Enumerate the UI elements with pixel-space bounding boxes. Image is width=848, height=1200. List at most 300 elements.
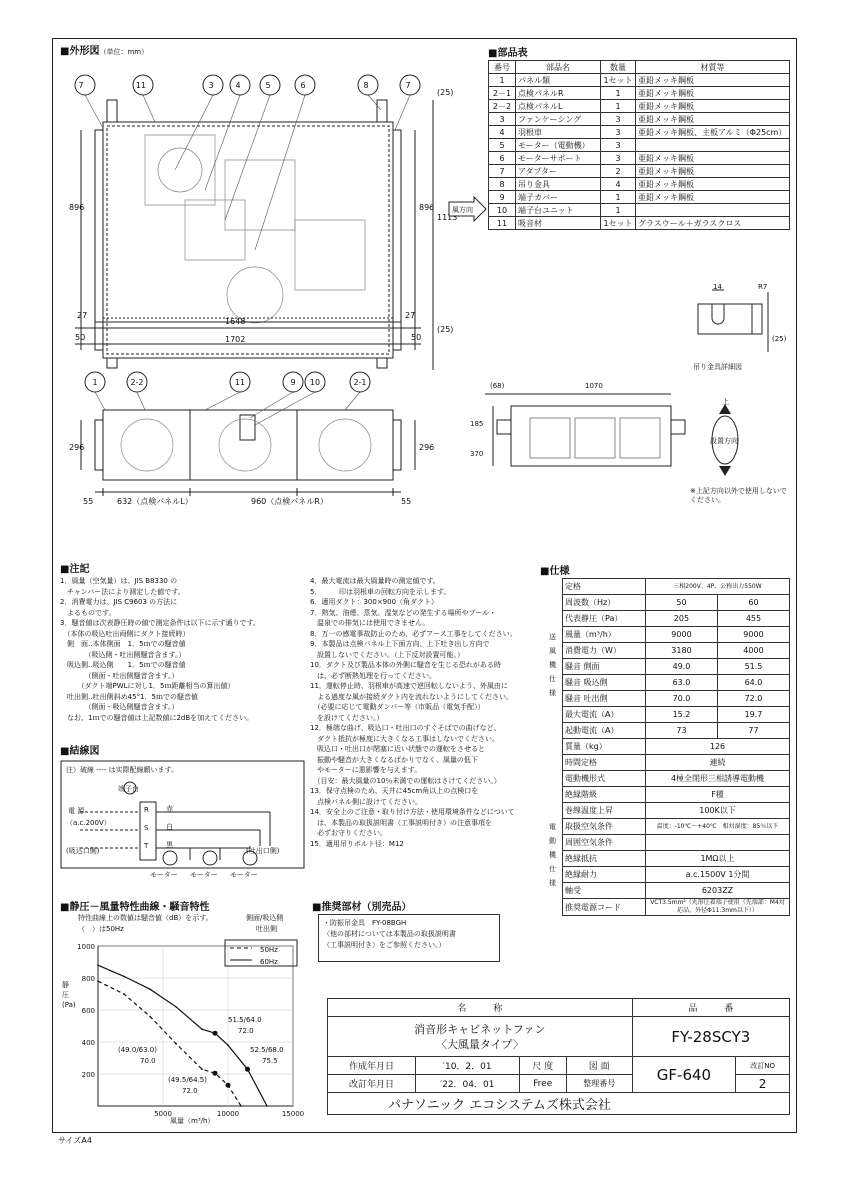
spec-label: 絶縁抵抗 bbox=[563, 851, 646, 867]
spec-value: 1MΩ以上 bbox=[646, 851, 790, 867]
callout-6: 6 bbox=[300, 81, 306, 90]
side-dim-370: 370 bbox=[470, 450, 484, 458]
note-line: 7．熱気、油煙、蒸気、湿気などの発生する場所やプール・ bbox=[310, 608, 497, 617]
part-name: ファンケーシング bbox=[516, 113, 601, 126]
outline-drawing bbox=[55, 60, 485, 520]
note-line: 設置しないでください。（上下反対設置可能。） bbox=[310, 650, 464, 659]
spec-row bbox=[546, 771, 790, 787]
spec-row bbox=[546, 659, 790, 675]
title-part-label: 品 番 bbox=[632, 999, 789, 1017]
point-label-5: 52.5/68.0 bbox=[250, 1046, 284, 1054]
part-no: 1 bbox=[489, 74, 516, 87]
note-line: 吸込口・吐出口が閉塞に近い状態での運転をさせると bbox=[310, 745, 485, 753]
dim-55-right: 55 bbox=[401, 497, 412, 506]
data-point bbox=[266, 1105, 268, 1107]
part-name: パネル類 bbox=[516, 74, 601, 87]
part-qty: 1 bbox=[601, 191, 636, 204]
callout-7b: 7 bbox=[405, 81, 411, 90]
dim-27-left: 27 bbox=[77, 311, 88, 320]
spec-value: 64.0 bbox=[717, 675, 789, 691]
spec-row bbox=[546, 739, 790, 755]
part-name: 吊り金具 bbox=[516, 178, 601, 191]
part-material: 亜鉛メッキ鋼板 bbox=[636, 113, 790, 126]
spec-blower-label: 送風機仕様 bbox=[549, 633, 556, 697]
spec-value: 9000 bbox=[646, 627, 718, 643]
spec-side-cell bbox=[546, 739, 563, 755]
spec-row bbox=[546, 787, 790, 803]
part-no: 5 bbox=[489, 139, 516, 152]
part-name: 点検パネルR bbox=[516, 87, 601, 100]
spec-side-cell bbox=[546, 755, 563, 771]
callout-4: 4 bbox=[235, 81, 241, 90]
recommended-line-1: ・防振吊金具 FY-08BGH bbox=[323, 919, 407, 927]
point-label-6: 75.5 bbox=[262, 1057, 278, 1065]
data-point bbox=[97, 964, 99, 966]
part-no: 3 bbox=[489, 113, 516, 126]
motor-label-1: モーター bbox=[150, 871, 178, 879]
spec-value: 3180 bbox=[646, 643, 718, 659]
spec-label: 周波数（Hz） bbox=[563, 595, 646, 611]
dim-896-right: 896 bbox=[419, 203, 435, 212]
part-name: 端子カバー bbox=[516, 191, 601, 204]
data-point bbox=[201, 1028, 203, 1030]
spec-value: 4000 bbox=[717, 643, 789, 659]
part-material: 亜鉛メッキ鋼板 bbox=[636, 74, 790, 87]
dim-25-top: (25) bbox=[437, 88, 454, 97]
series-line-50Hz bbox=[98, 981, 241, 1106]
spec-row bbox=[546, 819, 790, 835]
wind-direction-label: 風方向 bbox=[452, 206, 473, 214]
note-line: 12．極端な曲げ、吸込口・吐出口のすぐそばでの曲げなど、 bbox=[310, 724, 501, 732]
parts-col-name: 部品名 bbox=[516, 61, 601, 74]
spec-side-cell bbox=[546, 803, 563, 819]
note-line: 温泉での排気には使用できません。 bbox=[310, 619, 430, 627]
title-revised: ′22．04．01 bbox=[415, 1075, 519, 1093]
spec-label: 騒音 吐出側 bbox=[563, 691, 646, 707]
point-label-8: 72.0 bbox=[182, 1087, 198, 1095]
note-line: （側面・吐出側騒音含ます。） bbox=[60, 671, 179, 680]
note-line: 13．保守点検のため、天井に45cm角以上の点検口を bbox=[310, 787, 479, 795]
dim-896-left: 896 bbox=[69, 203, 85, 212]
spec-value: 15.2 bbox=[646, 707, 718, 723]
title-name-1: 消音形キャビネットファン bbox=[414, 1022, 546, 1036]
part-material bbox=[636, 204, 790, 217]
spec-motor-label: 電動機仕様 bbox=[549, 823, 556, 887]
callout-2-2: 2-2 bbox=[130, 378, 144, 387]
spec-value: VCT3.5mm²（丸形圧着端子使用（先端部：M4対応品、外径Φ11.3mm以下）） bbox=[646, 899, 790, 916]
terminal-r: R bbox=[144, 806, 149, 814]
part-name: 端子台ユニット bbox=[516, 204, 601, 217]
callout-10: 10 bbox=[309, 378, 321, 387]
spec-value: 49.0 bbox=[646, 659, 718, 675]
point-label-4: 70.0 bbox=[140, 1057, 156, 1065]
callout-11a: 11 bbox=[135, 81, 147, 90]
parts-col-qty: 数量 bbox=[601, 61, 636, 74]
part-name: アダプター bbox=[516, 165, 601, 178]
callout-3: 3 bbox=[208, 81, 214, 90]
note-line: やモーターに悪影響を与えます。 bbox=[310, 766, 422, 774]
y-tick-label: 600 bbox=[81, 1007, 95, 1015]
note-line: ダクト抵抗が極度に大きくなる工事はしないでください。 bbox=[310, 734, 499, 743]
data-point bbox=[240, 1105, 242, 1107]
part-material: 亜鉛メッキ鋼板、主板アルミ（Φ25cm） bbox=[636, 126, 790, 139]
spec-side-cell bbox=[546, 691, 563, 707]
spec-row bbox=[546, 675, 790, 691]
curve-xlabel: 風量（m³/h） bbox=[170, 1117, 215, 1125]
notes-right bbox=[310, 576, 517, 849]
spec-side-cell bbox=[546, 819, 563, 835]
spec-row bbox=[546, 835, 790, 851]
part-material: 亜鉛メッキ鋼板 bbox=[636, 191, 790, 204]
operating-point bbox=[226, 1083, 231, 1088]
x-tick-label: 5000 bbox=[154, 1110, 172, 1118]
point-label-1: 51.5/64.0 bbox=[228, 1016, 262, 1024]
parts-row bbox=[489, 152, 790, 165]
note-line: 9．本製品は点検パネル上下面方向、上下吐き出し方向で bbox=[310, 640, 490, 648]
spec-value: 72.0 bbox=[717, 691, 789, 707]
part-no: 9 bbox=[489, 191, 516, 204]
dim-27-right: 27 bbox=[405, 311, 416, 320]
note-line: 15．適用吊りボルト径：M12 bbox=[310, 839, 404, 848]
part-name: 羽根車 bbox=[516, 126, 601, 139]
spec-value: 126 bbox=[646, 739, 790, 755]
spec-row bbox=[546, 883, 790, 899]
spec-row bbox=[546, 867, 790, 883]
note-line: 4．最大電流は最大風量時の測定値です。 bbox=[310, 577, 440, 585]
data-point bbox=[175, 1006, 177, 1008]
point-label-2: 72.0 bbox=[238, 1027, 254, 1035]
spec-label: 起動電流（A） bbox=[563, 723, 646, 739]
spec-side-cell bbox=[546, 835, 563, 851]
title-name-2: 〈大風量タイプ〉 bbox=[435, 1037, 524, 1051]
recommended-line-2: （他の部材については本製品の取扱説明書 bbox=[323, 930, 456, 938]
recommended-heading: ■推奨部材（別売品） bbox=[312, 902, 412, 913]
parts-row bbox=[489, 204, 790, 217]
title-drawing-no: GF-640 bbox=[632, 1057, 736, 1093]
title-company: パナソニック エコシステムズ株式会社 bbox=[328, 1093, 790, 1115]
parts-row bbox=[489, 178, 790, 191]
notes-heading: ■注記 bbox=[60, 564, 90, 575]
curve-note-out: 吐出側 bbox=[256, 925, 277, 933]
spec-row bbox=[546, 691, 790, 707]
note-line: 11．運転停止時、羽根車が高速で逆回転しないよう、外風由に bbox=[310, 682, 508, 690]
spec-label: 周囲空気条件 bbox=[563, 835, 646, 851]
note-line: 6．適用ダクト：300×900（角ダクト） bbox=[310, 598, 439, 606]
spec-side-cell bbox=[546, 883, 563, 899]
x-tick-label: 15000 bbox=[281, 1110, 305, 1118]
x-tick-label: 10000 bbox=[216, 1110, 240, 1118]
note-line: 側 面‥本体側面 1．5ｍでの騒音値 bbox=[60, 640, 186, 648]
parts-row bbox=[489, 126, 790, 139]
note-line: を設けてください。） bbox=[310, 713, 384, 722]
part-qty: 1 bbox=[601, 204, 636, 217]
note-line: は、本製品の取扱説明書（工事説明付き）の注意事項を bbox=[310, 818, 492, 827]
side-view-drawing bbox=[485, 380, 695, 490]
notes-left bbox=[60, 576, 260, 723]
note-line: 8．万一の感電事故防止のため、必ずアース工事をしてください。 bbox=[310, 629, 517, 638]
bracket-dim-25: (25) bbox=[772, 335, 787, 343]
note-line: （ダクト端PWLに対し1．5ｍ距離相当の算出値） bbox=[60, 682, 235, 690]
bracket-dim-r7: R7 bbox=[758, 283, 768, 291]
spec-label: 騒音 吸込側 bbox=[563, 675, 646, 691]
wiring-note: 注）破線 ---- は实際配線願います。 bbox=[66, 766, 178, 774]
callout-11b: 11 bbox=[234, 378, 246, 387]
part-qty: 1セット bbox=[601, 74, 636, 87]
wire-color-white: 白 bbox=[166, 823, 173, 831]
part-qty: 3 bbox=[601, 113, 636, 126]
part-name: モーターサポート bbox=[516, 152, 601, 165]
dim-1113: 1113 bbox=[437, 213, 458, 222]
spec-side-cell bbox=[546, 595, 563, 611]
part-qty: 2 bbox=[601, 165, 636, 178]
parts-row bbox=[489, 165, 790, 178]
y-tick-label: 400 bbox=[81, 1039, 95, 1047]
part-no: 6 bbox=[489, 152, 516, 165]
title-block bbox=[327, 998, 790, 1115]
title-drawing-label: 図 面 bbox=[566, 1057, 632, 1075]
spec-row bbox=[546, 707, 790, 723]
spec-value: 63.0 bbox=[646, 675, 718, 691]
note-line: 2．消費電力は、JIS C9603 の方法に bbox=[60, 598, 178, 606]
spec-value bbox=[646, 835, 790, 851]
data-point bbox=[175, 1043, 177, 1045]
dim-632: 632（点検パネルL） bbox=[117, 497, 193, 506]
note-line: 必ずお守りください。 bbox=[310, 829, 387, 837]
note-line: 振動や騒音が大きくなるばかりでなく、風量の低下 bbox=[310, 755, 478, 764]
operating-point bbox=[245, 1067, 250, 1072]
data-point bbox=[149, 1016, 151, 1018]
title-ref-label: 整理番号 bbox=[566, 1075, 632, 1093]
part-no: 2－1 bbox=[489, 87, 516, 100]
spec-label: 風量（m³/h） bbox=[563, 627, 646, 643]
part-qty: 3 bbox=[601, 139, 636, 152]
data-point bbox=[123, 976, 125, 978]
part-material: 亜鉛メッキ鋼板 bbox=[636, 100, 790, 113]
orientation-up-label: 上 bbox=[722, 398, 729, 406]
spec-value: 19.7 bbox=[717, 707, 789, 723]
spec-row bbox=[546, 755, 790, 771]
spec-side-cell bbox=[546, 611, 563, 627]
legend-60hz: 60Hz bbox=[260, 958, 278, 966]
spec-row bbox=[546, 899, 790, 916]
part-material: 亜鉛メッキ鋼板 bbox=[636, 178, 790, 191]
spec-side-cell bbox=[546, 579, 563, 595]
spec-side-cell bbox=[546, 867, 563, 883]
wiring-terminal-label: 端子台 bbox=[118, 785, 139, 793]
side-dim-1070: 1070 bbox=[585, 382, 603, 390]
parts-col-material: 材質等 bbox=[636, 61, 790, 74]
recommended-box bbox=[318, 914, 500, 962]
title-rev-label: 改訂NO bbox=[736, 1057, 790, 1075]
spec-side-cell bbox=[546, 643, 563, 659]
spec-value: 205 bbox=[646, 611, 718, 627]
data-point bbox=[149, 988, 151, 990]
parts-row bbox=[489, 100, 790, 113]
note-line: 点検パネル側に設けてください。 bbox=[310, 797, 422, 806]
dim-296-left: 296 bbox=[69, 443, 85, 452]
spec-label: 軸受 bbox=[563, 883, 646, 899]
callout-2-1: 2-1 bbox=[353, 378, 367, 387]
data-point bbox=[227, 1044, 229, 1046]
spec-value: 6203ZZ bbox=[646, 883, 790, 899]
note-line: （側面・吸込側騒音含ます。） bbox=[60, 703, 179, 711]
data-point bbox=[97, 980, 99, 982]
spec-value: 9000 bbox=[717, 627, 789, 643]
point-label-7: (49.5/64.5) bbox=[168, 1076, 207, 1084]
part-qty: 3 bbox=[601, 152, 636, 165]
callout-8: 8 bbox=[363, 81, 369, 90]
spec-row bbox=[546, 803, 790, 819]
note-line: 14．安全上のご注意・取り付け方法・使用環境条件などについて bbox=[310, 808, 515, 816]
data-point bbox=[123, 993, 125, 995]
note-line: （本体の吸込吐出両側にダクト接続時） bbox=[60, 629, 190, 638]
spec-label: 時間定格 bbox=[563, 755, 646, 771]
dim-50-right: 50 bbox=[411, 333, 422, 342]
note-line: 1．風量（空気量）は、JIS B8330 の bbox=[60, 577, 178, 585]
parts-row bbox=[489, 191, 790, 204]
y-tick-label: 1000 bbox=[77, 943, 95, 951]
title-name-label: 名 称 bbox=[328, 999, 633, 1017]
part-qty: 3 bbox=[601, 126, 636, 139]
parts-row bbox=[489, 217, 790, 230]
parts-header-row bbox=[489, 61, 790, 74]
dim-25-bot: (25) bbox=[437, 325, 454, 334]
spec-row bbox=[546, 723, 790, 739]
dim-296-right: 296 bbox=[419, 443, 435, 452]
terminal-t: T bbox=[144, 842, 149, 850]
callout-1: 1 bbox=[92, 378, 98, 387]
operating-point bbox=[213, 1031, 218, 1036]
spec-label: 推奨電源コード bbox=[563, 899, 646, 916]
title-revised-label: 改訂年月日 bbox=[328, 1075, 416, 1093]
spec-side-cell bbox=[546, 675, 563, 691]
wire-color-red: 赤 bbox=[166, 805, 173, 813]
callout-7a: 7 bbox=[78, 81, 84, 90]
spec-heading: ■仕様 bbox=[540, 566, 570, 577]
spec-side-cell bbox=[546, 899, 563, 916]
spec-value: 70.0 bbox=[646, 691, 718, 707]
spec-label: 巻線温度上昇 bbox=[563, 803, 646, 819]
spec-value: 73 bbox=[646, 723, 718, 739]
note-line: （吸込側・吐出側騒音含ます。） bbox=[60, 650, 186, 659]
curve-note-2: （ ）は50Hz bbox=[78, 925, 124, 933]
curve-ylabel: 静圧 (Pa) bbox=[62, 981, 76, 1009]
spec-value: 51.5 bbox=[717, 659, 789, 675]
dim-960: 960（点検パネルR） bbox=[251, 497, 328, 506]
spec-row bbox=[546, 595, 790, 611]
spec-side-cell bbox=[546, 851, 563, 867]
spec-row bbox=[546, 643, 790, 659]
part-material bbox=[636, 139, 790, 152]
part-material: 亜鉛メッキ鋼板 bbox=[636, 152, 790, 165]
title-created-label: 作成年月日 bbox=[328, 1057, 416, 1075]
title-scale: Free bbox=[519, 1075, 566, 1093]
wiring-inlet-label: (吸込口側) bbox=[66, 847, 100, 855]
part-name: 吸音材 bbox=[516, 217, 601, 230]
part-no: 11 bbox=[489, 217, 516, 230]
curve-note-side: 側面/吸込側 bbox=[246, 914, 284, 922]
y-tick-label: 200 bbox=[81, 1071, 95, 1079]
dim-50-left: 50 bbox=[75, 333, 86, 342]
point-label-3: (49.0/63.0) bbox=[118, 1046, 157, 1054]
note-line: 吐出側‥吐出側斜め45°1．5ｍでの騒音値 bbox=[60, 692, 198, 701]
spec-side-cell bbox=[546, 627, 563, 643]
note-line: （目安：最大風量の10％未満での運転はさけてください。） bbox=[310, 776, 501, 785]
spec-label: 代表静圧（Pa） bbox=[563, 611, 646, 627]
note-line: 吸込側‥吸込側 1．5ｍでの騒音値 bbox=[60, 661, 186, 669]
spec-value: 4極全閉形三相誘導電動機 bbox=[646, 771, 790, 787]
parts-row bbox=[489, 74, 790, 87]
spec-label: 騒音 側面 bbox=[563, 659, 646, 675]
title-product-name bbox=[328, 1017, 633, 1057]
spec-side-cell bbox=[546, 707, 563, 723]
spec-side-cell bbox=[546, 787, 563, 803]
spec-side-cell bbox=[546, 659, 563, 675]
note-line: なお、1ｍでの騒音値は上記数値に2dBを加えてください。 bbox=[60, 713, 254, 722]
side-dim-68: (68) bbox=[490, 382, 505, 390]
dim-1648: 1648 bbox=[225, 317, 246, 326]
bracket-dim-14: 14 bbox=[713, 283, 722, 291]
spec-label: 定格 bbox=[563, 579, 646, 595]
parts-row bbox=[489, 87, 790, 100]
part-material: グラスウール＋ガラスクロス bbox=[636, 217, 790, 230]
dim-1702: 1702 bbox=[225, 335, 246, 344]
spec-value: a.c.1500V 1分間 bbox=[646, 867, 790, 883]
spec-value: 連続 bbox=[646, 755, 790, 771]
legend-50hz: 50Hz bbox=[260, 946, 278, 954]
note-line: 5． 印は羽根車の回転方向を示します。 bbox=[310, 587, 451, 596]
parts-row bbox=[489, 113, 790, 126]
parts-col-no: 番号 bbox=[489, 61, 516, 74]
title-created: ′10．2．01 bbox=[415, 1057, 519, 1075]
outline-heading: ■外形図（単位：mm） bbox=[60, 46, 149, 57]
part-qty: 1 bbox=[601, 100, 636, 113]
callout-9: 9 bbox=[290, 378, 296, 387]
title-part-no: FY-28SCY3 bbox=[632, 1017, 789, 1057]
part-no: 2－2 bbox=[489, 100, 516, 113]
series-line-60Hz bbox=[98, 965, 267, 1106]
callout-5: 5 bbox=[265, 81, 271, 90]
part-qty: 1セット bbox=[601, 217, 636, 230]
data-point bbox=[201, 1068, 203, 1070]
spec-row bbox=[546, 579, 790, 595]
terminal-s: S bbox=[144, 824, 149, 832]
spec-side-cell bbox=[546, 723, 563, 739]
spec-value: F種 bbox=[646, 787, 790, 803]
title-rev: 2 bbox=[736, 1075, 790, 1093]
spec-value: 温度：-10℃～+40℃ 相対湿度：85％以下 bbox=[646, 819, 790, 835]
note-line: チャンバー法により測定した値です。 bbox=[60, 587, 185, 596]
note-line: （必要に応じて電動ダンパー等（市販品（電気手配）） bbox=[310, 703, 485, 711]
paper-size: サイズA4 bbox=[58, 1136, 92, 1145]
bracket-caption: 吊り金具詳細図 bbox=[693, 363, 742, 371]
spec-label: 質量（kg） bbox=[563, 739, 646, 755]
spec-label: 取扱空気条件 bbox=[563, 819, 646, 835]
spec-side-cell bbox=[546, 771, 563, 787]
wiring-outlet-label: (吐出口側) bbox=[246, 847, 280, 855]
wiring-heading: ■結線図 bbox=[60, 746, 100, 757]
wiring-power-label: 電 源 bbox=[68, 807, 85, 815]
part-no: 8 bbox=[489, 178, 516, 191]
curve-heading: ■静圧－風量特性曲線・騒音特性 bbox=[60, 902, 210, 913]
spec-table bbox=[546, 578, 790, 916]
part-material: 亜鉛メッキ鋼板 bbox=[636, 165, 790, 178]
side-dim-185: 185 bbox=[470, 420, 484, 428]
spec-row bbox=[546, 611, 790, 627]
y-tick-label: 800 bbox=[81, 975, 95, 983]
spec-value: 三相200V、4P、公称出力550W bbox=[646, 579, 790, 595]
motor-label-2: モーター bbox=[190, 871, 218, 879]
